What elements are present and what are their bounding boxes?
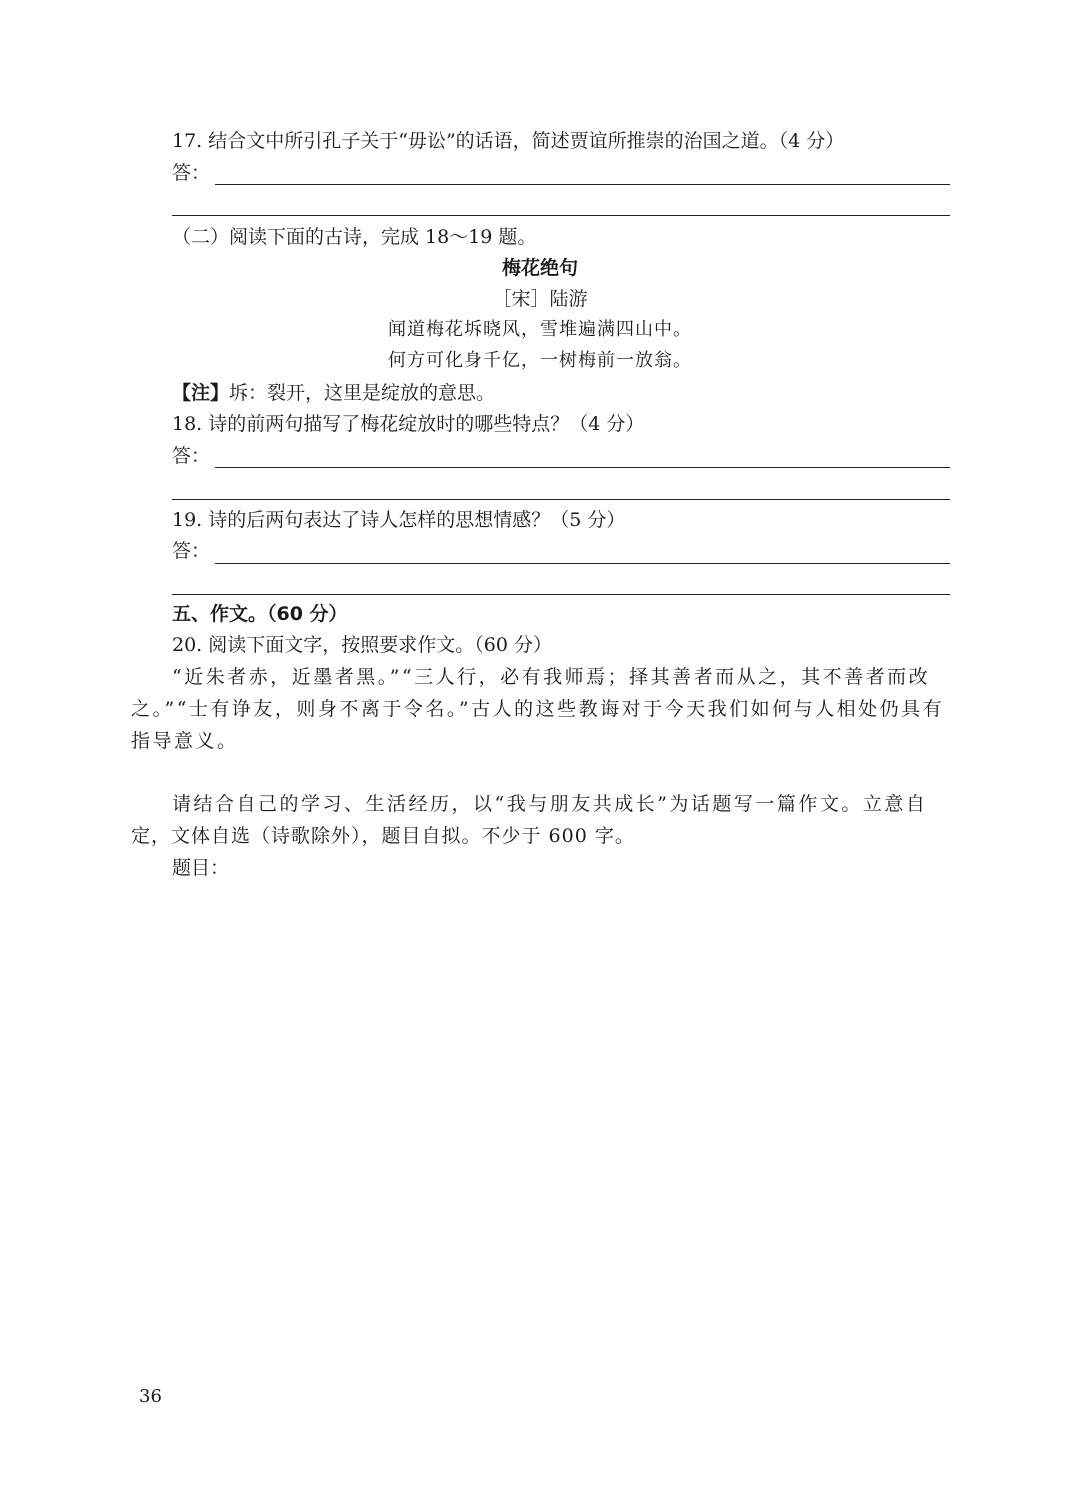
quote-line-1: “近朱者赤，近墨者黑。”“三人行，必有我师焉；择其善者而从之，其不善者而改 [172,666,931,688]
section-2-intro: （二）阅读下面的古诗，完成 18～19 题。 [172,226,537,248]
poem-title: 梅花绝句 [501,257,578,279]
answer-line-17b [172,215,950,216]
requirement-line-1: 请结合自己的学习、生活经历，以“我与朋友共成长”为话题写一篇作文。立意自 [172,793,928,815]
question-20: 20. 阅读下面文字，按照要求作文。（60 分） [172,634,552,656]
answer-line-19b [172,594,950,595]
poem-line-2: 何方可化身千亿，一树梅前一放翁。 [388,350,692,371]
question-19: 19. 诗的后两句表达了诗人怎样的思想情感？（5 分） [172,509,626,531]
answer-label-18: 答： [172,445,211,467]
answer-line-17a [215,184,950,185]
question-18: 18. 诗的前两句描写了梅花绽放时的哪些特点？（4 分） [172,413,645,435]
quote-line-2: 之。”“士有诤友，则身不离于令名。”古人的这些教诲对于今天我们如何与人相处仍具有 [131,698,945,720]
answer-label-19: 答： [172,540,211,562]
question-17: 17. 结合文中所引孔子关于“毋讼”的话语，简述贾谊所推崇的治国之道。（4 分） [172,130,845,152]
answer-line-18b [172,499,950,500]
quote-line-3: 指导意义。 [131,730,239,752]
page-number: 36 [139,1386,162,1407]
poem-line-1: 闻道梅花坼晓风，雪堆遍满四山中。 [388,319,692,340]
poem-author: ［宋］陆游 [492,288,588,310]
essay-title-label: 题目： [172,857,230,879]
note-text: 坼：裂开，这里是绽放的意思。 [229,382,496,404]
answer-line-19a [215,563,950,564]
answer-line-18a [215,467,950,468]
note-label: 【注】 [172,382,230,404]
section-5-heading: 五、作文。（60 分） [172,603,348,625]
poem-note [172,380,495,406]
requirement-line-2: 定，文体自选（诗歌除外），题目自拟。不少于 600 字。 [131,825,635,847]
answer-label-17: 答： [172,162,211,184]
